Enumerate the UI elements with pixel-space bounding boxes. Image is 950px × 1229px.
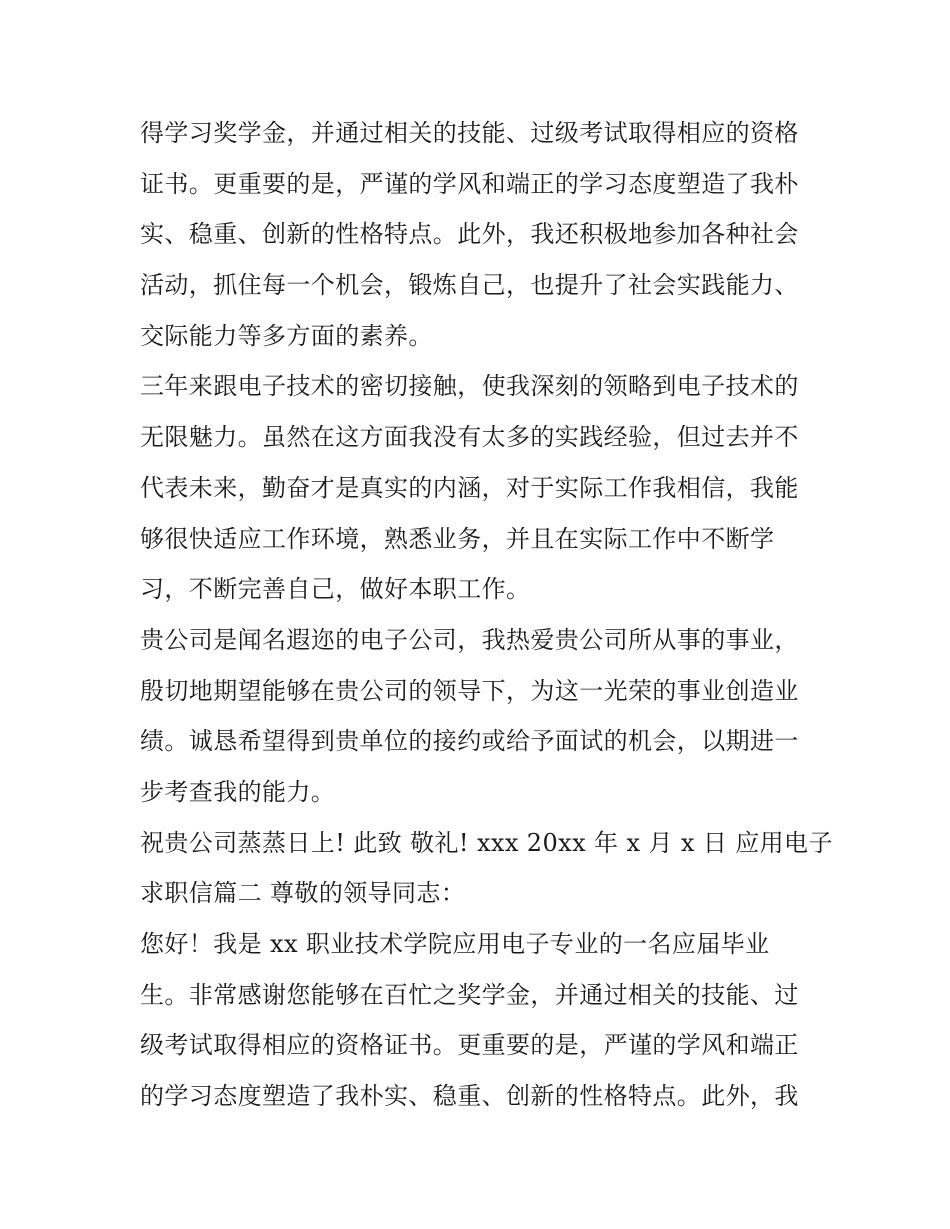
text-line: 习，不断完善自己，做好本职工作。 — [140, 575, 531, 604]
text-line: 您好！我是 xx 职业技术学院应用电子专业的一名应届毕业 — [140, 930, 770, 958]
text-line: 无限魅力。虽然在这方面我没有太多的实践经验，但过去并不 — [140, 423, 799, 452]
text-line: 生。非常感谢您能够在百忙之奖学金，并通过相关的技能、过 — [140, 980, 799, 1009]
text-line: 殷切地期望能够在贵公司的领导下，为这一光荣的事业创造业 — [140, 676, 799, 705]
text-line: 级考试取得相应的资格证书。更重要的是，严谨的学风和端正 — [140, 1031, 799, 1060]
text-line: 绩。诚恳希望得到贵单位的接约或给予面试的机会，以期进一 — [140, 727, 799, 756]
text-line: 步考查我的能力。 — [140, 777, 336, 806]
text-line: 的学习态度塑造了我朴实、稳重、创新的性格特点。此外，我 — [140, 1082, 799, 1111]
text-line: 证书。更重要的是，严谨的学风和端正的学习态度塑造了我朴 — [140, 169, 799, 198]
document-body — [140, 108, 833, 1122]
text-line: 交际能力等多方面的素养。 — [140, 321, 433, 350]
text-line: 实、稳重、创新的性格特点。此外，我还积极地参加各种社会 — [140, 220, 799, 249]
text-line: 得学习奖学金，并通过相关的技能、过级考试取得相应的资格 — [140, 119, 799, 147]
text-line: 活动，抓住每一个机会，锻炼自己，也提升了社会实践能力、 — [140, 271, 799, 300]
text-line: 贵公司是闻名遐迩的电子公司，我热爱贵公司所从事的事业， — [140, 625, 799, 654]
text-line: 祝贵公司蒸蒸日上! 此致 敬礼! xxx 20xx 年 x 月 x 日 应用电子 — [140, 828, 833, 857]
text-line: 代表未来，勤奋才是真实的内涵，对于实际工作我相信，我能 — [140, 473, 799, 502]
text-line: 够很快适应工作环境，熟悉业务，并且在实际工作中不断学 — [140, 524, 775, 553]
text-line: 求职信篇二 尊敬的领导同志： — [140, 879, 466, 908]
text-line: 三年来跟电子技术的密切接触，使我深刻的领略到电子技术的 — [140, 372, 799, 401]
